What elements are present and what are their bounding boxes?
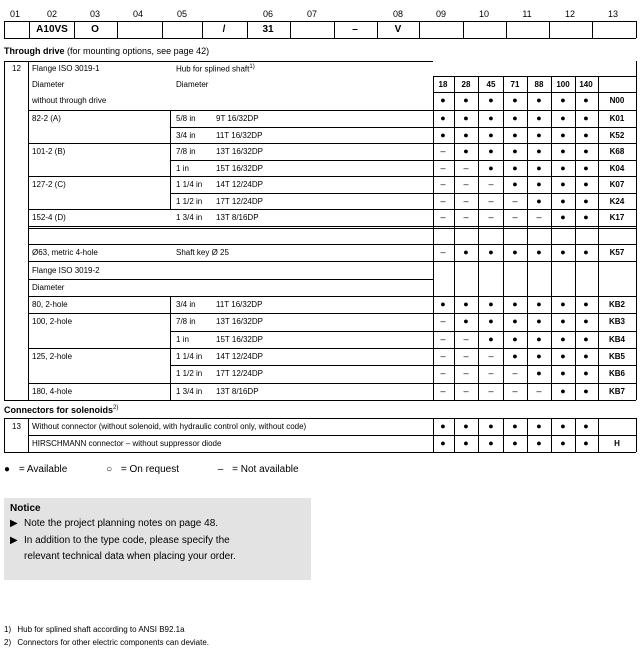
- rule-line: [28, 261, 636, 262]
- spline-size: 3/4 in: [176, 300, 196, 309]
- rule-line: [527, 418, 528, 452]
- availability-mark: ●: [583, 146, 589, 156]
- rule-line: [28, 279, 433, 280]
- rule-line: [170, 127, 636, 128]
- availability-mark: –: [440, 333, 446, 344]
- availability-mark: –: [463, 333, 469, 344]
- type-code-value: V: [394, 24, 402, 35]
- availability-mark: ●: [488, 95, 494, 105]
- order-code: KB7: [608, 386, 625, 396]
- type-code-value: 31: [262, 24, 274, 35]
- rule-line: [454, 76, 455, 400]
- position-number: 10: [478, 9, 489, 19]
- flange-3019-1-label: Flange ISO 3019-1: [32, 64, 100, 73]
- position-number: 08: [392, 9, 403, 19]
- availability-mark: ●: [583, 95, 589, 105]
- flange-diameter: 82-2 (A): [32, 114, 61, 123]
- rule-line: [28, 228, 636, 229]
- position-number: 09: [435, 9, 446, 19]
- rule-line: [28, 61, 29, 400]
- order-code: K07: [609, 180, 625, 189]
- size-header: 18: [438, 80, 448, 89]
- rule-line: [478, 418, 479, 452]
- availability-mark: ●: [583, 316, 589, 327]
- connector-label: Without connector (without solenoid, with hydraulic control only, without code): [32, 422, 307, 431]
- availability-mark: ●: [463, 129, 469, 140]
- footnote-1: 1) Hub for splined shaft according to ANSI B92.1a: [4, 625, 185, 634]
- rule-line: [28, 226, 636, 227]
- availability-mark: ●: [536, 162, 542, 173]
- rule-line: [170, 193, 636, 194]
- order-code: KB2: [608, 300, 625, 309]
- rule-line: [636, 418, 637, 452]
- availability-mark: –: [440, 368, 446, 379]
- availability-mark: ●: [536, 129, 542, 140]
- rule-line: [4, 61, 5, 400]
- rule-line: [170, 365, 636, 366]
- rule-line: [170, 160, 636, 161]
- availability-mark: ●: [560, 333, 566, 344]
- spline-spec: 14T 12/24DP: [216, 351, 263, 361]
- availability-mark: ●: [560, 95, 566, 105]
- diameter-label: Diameter: [176, 80, 209, 89]
- rule-line: [503, 76, 504, 400]
- availability-mark: ●: [560, 421, 566, 431]
- through-drive-title: Through drive: [4, 46, 65, 56]
- availability-mark: ●: [583, 247, 589, 257]
- availability-mark: ●: [583, 333, 589, 344]
- availability-mark: –: [488, 350, 494, 361]
- size-header: 71: [510, 80, 520, 89]
- spline-spec: 17T 12/24DP: [216, 196, 263, 206]
- flange-3019-2-label: Flange ISO 3019-2: [32, 266, 100, 275]
- availability-mark: –: [463, 179, 469, 189]
- availability-mark: ●: [512, 438, 518, 448]
- flange-diameter: 101-2 (B): [32, 147, 66, 156]
- availability-mark: ●: [463, 299, 469, 309]
- spline-size: 1 1/4 in: [176, 180, 203, 189]
- rule-line: [28, 143, 636, 144]
- availability-mark: ●: [583, 299, 589, 309]
- availability-mark: ●: [583, 212, 589, 222]
- order-code: K57: [609, 248, 625, 257]
- spline-spec: 13T 8/16DP: [216, 386, 259, 396]
- availability-mark: –: [488, 368, 494, 379]
- spline-size: 7/8 in: [176, 147, 196, 156]
- position-number: 11: [522, 9, 532, 19]
- diameter-label: Diameter: [32, 80, 65, 89]
- spline-spec: 13T 16/32DP: [216, 147, 263, 156]
- availability-mark: –: [512, 368, 518, 379]
- rule-line: [4, 21, 5, 38]
- legend-available-symbol: ●: [4, 464, 11, 475]
- rule-line: [28, 110, 636, 111]
- availability-mark: ●: [560, 146, 566, 156]
- rule-line: [527, 76, 528, 400]
- connectors-sup: 2): [113, 405, 119, 411]
- availability-mark: ●: [583, 179, 589, 189]
- rule-line: [551, 76, 552, 400]
- availability-mark: –: [512, 212, 518, 222]
- legend-na: = Not available: [232, 464, 299, 475]
- position-number: 13: [607, 9, 618, 19]
- availability-mark: ●: [512, 179, 518, 189]
- position-number: 12: [564, 9, 575, 19]
- spline-size: 7/8 in: [176, 317, 196, 327]
- availability-mark: –: [463, 195, 469, 206]
- availability-mark: ●: [583, 162, 589, 173]
- size-header: 100: [556, 80, 570, 89]
- availability-mark: ●: [463, 247, 469, 257]
- availability-mark: –: [440, 179, 446, 189]
- diameter-label: Diameter: [32, 283, 65, 292]
- spline-spec: 11T 16/32DP: [216, 130, 263, 140]
- type-code-value: O: [91, 24, 99, 35]
- rule-line: [551, 418, 552, 452]
- spline-spec: 13T 8/16DP: [216, 213, 259, 222]
- rule-line: [454, 418, 455, 452]
- flange-diameter: 80, 2-hole: [32, 300, 68, 309]
- spline-size: 1 3/4 in: [176, 386, 203, 396]
- rule-line: [117, 21, 118, 38]
- availability-mark: ●: [536, 438, 542, 448]
- availability-mark: ●: [463, 146, 469, 156]
- size-header: 140: [579, 80, 593, 89]
- rule-line: [636, 61, 637, 400]
- availability-mark: ●: [440, 421, 446, 431]
- availability-mark: ●: [583, 385, 589, 396]
- availability-mark: ●: [488, 146, 494, 156]
- availability-mark: ●: [536, 195, 542, 206]
- rule-line: [4, 418, 636, 419]
- type-code-value: –: [352, 24, 358, 35]
- spline-spec: 15T 16/32DP: [216, 163, 263, 173]
- availability-mark: ●: [488, 333, 494, 344]
- row-number: 12: [12, 64, 21, 73]
- availability-mark: –: [488, 179, 494, 189]
- rule-line: [4, 21, 636, 22]
- hub-header-text: Hub for splined shaft: [176, 64, 250, 74]
- spline-spec: 11T 16/32DP: [216, 300, 263, 309]
- hub-header-sup: 1): [249, 64, 255, 70]
- rule-line: [28, 209, 636, 210]
- notice-item-2-cont: relevant technical data when placing your order.: [24, 551, 236, 562]
- legend-na-symbol: –: [217, 464, 224, 475]
- position-number: 05: [176, 9, 187, 19]
- bullet-arrow-icon: ▶: [10, 535, 18, 546]
- availability-mark: –: [488, 385, 494, 396]
- availability-mark: ●: [536, 421, 542, 431]
- position-number: 04: [132, 9, 143, 19]
- rule-line: [503, 418, 504, 452]
- spline-spec: 17T 12/24DP: [216, 369, 263, 379]
- availability-mark: ●: [536, 350, 542, 361]
- availability-mark: ●: [512, 316, 518, 327]
- order-code: K01: [609, 114, 625, 123]
- order-code: K24: [609, 196, 625, 206]
- type-code-value: A10VS: [36, 24, 68, 35]
- spline-spec: 13T 16/32DP: [216, 317, 263, 327]
- legend-available: = Available: [18, 464, 68, 475]
- notice-box: [4, 498, 311, 580]
- availability-mark: ●: [560, 316, 566, 327]
- spline-spec: 9T 16/32DP: [216, 114, 259, 123]
- position-number: 01: [9, 9, 20, 19]
- availability-mark: ●: [560, 350, 566, 361]
- availability-mark: –: [440, 316, 446, 327]
- spline-size: 5/8 in: [176, 114, 196, 123]
- availability-mark: ●: [440, 129, 446, 140]
- spline-size: 1 1/2 in: [176, 369, 203, 379]
- spline-size: 3/4 in: [176, 130, 196, 140]
- rule-line: [636, 21, 637, 38]
- availability-mark: ●: [488, 113, 494, 123]
- through-drive-heading: [4, 46, 209, 56]
- spline-size: 1 in: [176, 163, 189, 173]
- order-code: K04: [609, 163, 625, 173]
- availability-mark: ●: [440, 113, 446, 123]
- availability-mark: ●: [512, 129, 518, 140]
- availability-mark: ●: [463, 438, 469, 448]
- bullet-arrow-icon: ▶: [10, 518, 18, 529]
- availability-mark: ●: [583, 129, 589, 140]
- rule-line: [4, 452, 636, 453]
- rule-line: [28, 244, 636, 245]
- availability-mark: ●: [536, 95, 542, 105]
- rule-line: [592, 21, 593, 38]
- availability-mark: ●: [488, 421, 494, 431]
- availability-mark: –: [512, 385, 518, 396]
- availability-mark: ●: [536, 179, 542, 189]
- position-number: 07: [306, 9, 317, 19]
- availability-mark: ●: [512, 350, 518, 361]
- availability-mark: ●: [536, 146, 542, 156]
- rule-line: [433, 76, 636, 77]
- availability-mark: –: [488, 212, 494, 222]
- availability-mark: –: [463, 212, 469, 222]
- order-code: N00: [609, 96, 625, 105]
- availability-mark: ●: [560, 368, 566, 379]
- rule-line: [4, 418, 5, 452]
- availability-mark: ●: [440, 299, 446, 309]
- availability-mark: ●: [536, 316, 542, 327]
- availability-mark: ●: [512, 421, 518, 431]
- availability-mark: ●: [463, 421, 469, 431]
- flange-diameter: 125, 2-hole: [32, 351, 73, 361]
- availability-mark: ●: [463, 113, 469, 123]
- spline-size: 1 in: [176, 334, 189, 344]
- order-code: KB5: [608, 351, 625, 361]
- availability-mark: ●: [583, 113, 589, 123]
- spline-size: 1 1/4 in: [176, 351, 203, 361]
- availability-mark: ●: [463, 316, 469, 327]
- availability-mark: ●: [560, 247, 566, 257]
- availability-mark: ●: [512, 247, 518, 257]
- rule-line: [4, 38, 636, 39]
- availability-mark: –: [463, 350, 469, 361]
- spline-size: 1 3/4 in: [176, 213, 203, 222]
- availability-mark: ●: [488, 438, 494, 448]
- availability-mark: ●: [583, 368, 589, 379]
- position-number: 02: [46, 9, 57, 19]
- rule-line: [28, 435, 636, 436]
- availability-mark: –: [440, 162, 446, 173]
- availability-mark: ●: [463, 95, 469, 105]
- rule-line: [478, 76, 479, 400]
- shaft-key: Shaft key Ø 25: [176, 248, 229, 257]
- availability-mark: ●: [560, 179, 566, 189]
- availability-mark: ●: [536, 368, 542, 379]
- connectors-title: Connectors for solenoids: [4, 405, 114, 415]
- availability-mark: ●: [560, 385, 566, 396]
- rule-line: [4, 400, 636, 401]
- availability-mark: ●: [488, 299, 494, 309]
- availability-mark: –: [512, 195, 518, 206]
- availability-mark: ●: [560, 438, 566, 448]
- availability-mark: ●: [512, 95, 518, 105]
- availability-mark: –: [463, 368, 469, 379]
- legend: [4, 464, 299, 475]
- rule-line: [28, 348, 636, 349]
- availability-mark: ●: [512, 299, 518, 309]
- position-number: 06: [262, 9, 273, 19]
- availability-mark: ●: [560, 129, 566, 140]
- rule-line: [28, 176, 636, 177]
- legend-request: = On request: [120, 464, 179, 475]
- availability-mark: –: [440, 212, 446, 222]
- through-drive-note: (for mounting options, see page 42): [67, 46, 210, 56]
- availability-mark: –: [440, 247, 446, 257]
- size-header: 45: [486, 80, 496, 89]
- footnote-2: 2) Connectors for other electric components can deviate.: [4, 638, 210, 647]
- order-code: K17: [609, 213, 625, 222]
- flange-diameter: 100, 2-hole: [32, 317, 73, 327]
- availability-mark: –: [488, 195, 494, 206]
- notice-item-1: ▶ Note the project planning notes on page 48.: [10, 518, 219, 529]
- notice-title: Notice: [10, 503, 41, 514]
- rule-line: [506, 21, 507, 38]
- rule-line: [28, 313, 636, 314]
- availability-mark: ●: [512, 162, 518, 173]
- rule-line: [4, 61, 433, 62]
- availability-mark: ●: [536, 333, 542, 344]
- spline-size: 1 1/2 in: [176, 196, 203, 206]
- availability-mark: –: [463, 385, 469, 396]
- rule-line: [28, 296, 636, 297]
- rule-line: [290, 21, 291, 38]
- notice-item-2: ▶ In addition to the type code, please specify the: [10, 535, 230, 546]
- rule-line: [463, 21, 464, 38]
- availability-mark: ●: [560, 299, 566, 309]
- row-number: 13: [12, 422, 21, 431]
- availability-mark: –: [536, 385, 542, 396]
- availability-mark: ●: [560, 162, 566, 173]
- availability-mark: ●: [512, 113, 518, 123]
- size-header: 28: [461, 80, 471, 89]
- spline-spec: 14T 12/24DP: [216, 180, 263, 189]
- availability-mark: –: [440, 350, 446, 361]
- availability-mark: ●: [583, 195, 589, 206]
- rule-line: [162, 21, 163, 38]
- availability-mark: ●: [536, 299, 542, 309]
- flange-diameter: 180, 4-hole: [32, 386, 73, 396]
- order-code: K52: [609, 130, 625, 140]
- position-number: 03: [89, 9, 100, 19]
- availability-mark: ●: [583, 350, 589, 361]
- rule-line: [433, 92, 636, 93]
- availability-mark: –: [440, 385, 446, 396]
- availability-mark: ●: [440, 95, 446, 105]
- order-code: H: [614, 439, 620, 448]
- type-code-value: /: [222, 24, 226, 35]
- rule-line: [28, 383, 636, 384]
- connectors-heading: [4, 405, 118, 415]
- hub-header: [176, 64, 255, 74]
- availability-mark: –: [440, 195, 446, 206]
- availability-mark: ●: [488, 162, 494, 173]
- legend-request-symbol: ○: [106, 464, 113, 475]
- availability-mark: ●: [488, 316, 494, 327]
- availability-mark: ●: [536, 247, 542, 257]
- order-code: KB6: [608, 369, 625, 379]
- flange-diameter: Ø63, metric 4-hole: [32, 248, 98, 257]
- availability-mark: –: [440, 146, 446, 156]
- order-code: KB3: [608, 317, 625, 327]
- rule-line: [549, 21, 550, 38]
- availability-mark: ●: [560, 195, 566, 206]
- without-through-drive-label: without through drive: [32, 96, 107, 105]
- flange-diameter: 127-2 (C): [32, 180, 66, 189]
- rule-line: [28, 418, 29, 452]
- availability-mark: ●: [488, 129, 494, 140]
- availability-mark: ●: [512, 146, 518, 156]
- availability-mark: ●: [488, 247, 494, 257]
- availability-mark: ●: [583, 438, 589, 448]
- order-code: K68: [609, 147, 625, 156]
- rule-line: [170, 331, 636, 332]
- availability-mark: –: [536, 212, 542, 222]
- availability-mark: ●: [440, 438, 446, 448]
- connector-label: HIRSCHMANN connector – without suppressor diode: [32, 439, 222, 448]
- availability-mark: ●: [560, 113, 566, 123]
- spline-spec: 15T 16/32DP: [216, 334, 263, 344]
- availability-mark: ●: [583, 421, 589, 431]
- availability-mark: ●: [512, 333, 518, 344]
- order-code: KB4: [608, 334, 625, 344]
- size-header: 88: [534, 80, 544, 89]
- availability-mark: ●: [536, 113, 542, 123]
- availability-mark: ●: [560, 212, 566, 222]
- availability-mark: –: [463, 162, 469, 173]
- flange-diameter: 152-4 (D): [32, 213, 66, 222]
